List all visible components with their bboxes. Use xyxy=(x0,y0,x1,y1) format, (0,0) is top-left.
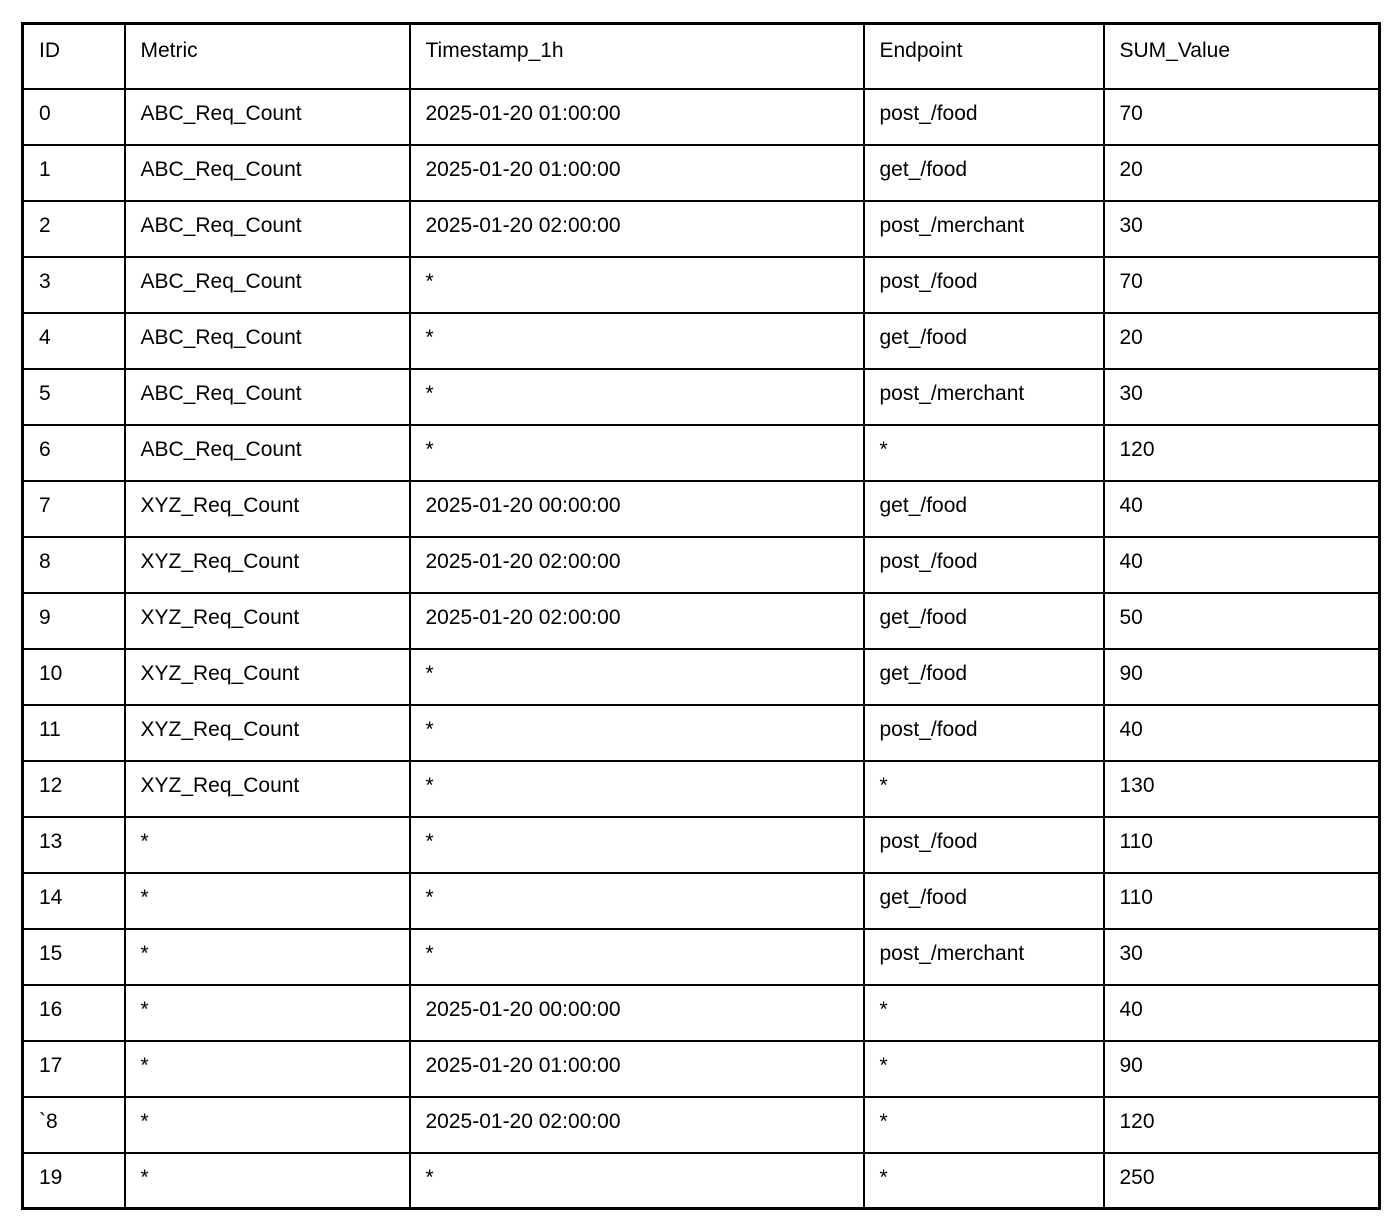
cell-metric: XYZ_Req_Count xyxy=(125,593,410,649)
table-row xyxy=(23,369,1380,425)
cell-metric: * xyxy=(125,929,410,985)
cell-metric: ABC_Req_Count xyxy=(125,201,410,257)
cell-endpoint: post_/food xyxy=(864,817,1104,873)
cell-endpoint: * xyxy=(864,1041,1104,1097)
table-container xyxy=(21,22,1381,1210)
cell-timestamp-1h: * xyxy=(410,313,864,369)
cell-endpoint: * xyxy=(864,1097,1104,1153)
cell-timestamp-1h: 2025-01-20 00:00:00 xyxy=(410,985,864,1041)
cell-timestamp-1h: * xyxy=(410,705,864,761)
table-row xyxy=(23,593,1380,649)
table-row xyxy=(23,705,1380,761)
cell-endpoint: post_/food xyxy=(864,89,1104,145)
cell-id: 19 xyxy=(23,1153,125,1209)
cell-timestamp-1h: 2025-01-20 02:00:00 xyxy=(410,593,864,649)
cell-id: 15 xyxy=(23,929,125,985)
table-row xyxy=(23,985,1380,1041)
cell-id: 2 xyxy=(23,201,125,257)
table-row xyxy=(23,425,1380,481)
table-row xyxy=(23,201,1380,257)
cell-id: 7 xyxy=(23,481,125,537)
cell-metric: * xyxy=(125,817,410,873)
cell-sum-value: 40 xyxy=(1104,985,1380,1041)
cell-id: 11 xyxy=(23,705,125,761)
table-row xyxy=(23,313,1380,369)
table-row xyxy=(23,649,1380,705)
cell-metric: ABC_Req_Count xyxy=(125,369,410,425)
table-row xyxy=(23,873,1380,929)
cell-metric: * xyxy=(125,1041,410,1097)
cell-sum-value: 120 xyxy=(1104,425,1380,481)
cell-endpoint: post_/merchant xyxy=(864,929,1104,985)
cell-metric: XYZ_Req_Count xyxy=(125,761,410,817)
cell-endpoint: post_/merchant xyxy=(864,369,1104,425)
cell-endpoint: get_/food xyxy=(864,481,1104,537)
cell-id: 14 xyxy=(23,873,125,929)
cell-metric: XYZ_Req_Count xyxy=(125,649,410,705)
cell-id: 6 xyxy=(23,425,125,481)
cell-sum-value: 110 xyxy=(1104,873,1380,929)
cell-sum-value: 130 xyxy=(1104,761,1380,817)
table-row xyxy=(23,1097,1380,1153)
cell-metric: ABC_Req_Count xyxy=(125,425,410,481)
cell-sum-value: 90 xyxy=(1104,1041,1380,1097)
cell-endpoint: get_/food xyxy=(864,593,1104,649)
table-row xyxy=(23,145,1380,201)
cell-metric: ABC_Req_Count xyxy=(125,257,410,313)
cell-timestamp-1h: * xyxy=(410,873,864,929)
table-row xyxy=(23,537,1380,593)
cell-id: 8 xyxy=(23,537,125,593)
cell-id: 16 xyxy=(23,985,125,1041)
cell-metric: ABC_Req_Count xyxy=(125,313,410,369)
cell-id: `8 xyxy=(23,1097,125,1153)
cell-timestamp-1h: * xyxy=(410,257,864,313)
column-header-timestamp-1h: Timestamp_1h xyxy=(410,24,864,89)
cell-id: 13 xyxy=(23,817,125,873)
cell-timestamp-1h: 2025-01-20 00:00:00 xyxy=(410,481,864,537)
cell-sum-value: 20 xyxy=(1104,313,1380,369)
cell-sum-value: 70 xyxy=(1104,257,1380,313)
cell-sum-value: 90 xyxy=(1104,649,1380,705)
table-body xyxy=(23,89,1380,1209)
cell-timestamp-1h: 2025-01-20 01:00:00 xyxy=(410,89,864,145)
cell-timestamp-1h: * xyxy=(410,929,864,985)
cell-endpoint: * xyxy=(864,1153,1104,1209)
cell-id: 1 xyxy=(23,145,125,201)
cell-metric: XYZ_Req_Count xyxy=(125,705,410,761)
cell-metric: * xyxy=(125,1097,410,1153)
cell-endpoint: post_/food xyxy=(864,257,1104,313)
cell-metric: * xyxy=(125,873,410,929)
cell-metric: ABC_Req_Count xyxy=(125,89,410,145)
cell-timestamp-1h: 2025-01-20 02:00:00 xyxy=(410,537,864,593)
cell-sum-value: 250 xyxy=(1104,1153,1380,1209)
cell-timestamp-1h: 2025-01-20 02:00:00 xyxy=(410,1097,864,1153)
cell-metric: ABC_Req_Count xyxy=(125,145,410,201)
cell-metric: * xyxy=(125,985,410,1041)
table-row xyxy=(23,89,1380,145)
table-header xyxy=(23,24,1380,89)
cell-sum-value: 20 xyxy=(1104,145,1380,201)
cell-endpoint: * xyxy=(864,425,1104,481)
cell-timestamp-1h: 2025-01-20 01:00:00 xyxy=(410,1041,864,1097)
cell-timestamp-1h: * xyxy=(410,817,864,873)
table-row xyxy=(23,761,1380,817)
cell-endpoint: * xyxy=(864,985,1104,1041)
cell-id: 3 xyxy=(23,257,125,313)
cell-endpoint: get_/food xyxy=(864,873,1104,929)
cell-sum-value: 40 xyxy=(1104,537,1380,593)
column-header-id: ID xyxy=(23,24,125,89)
cell-sum-value: 40 xyxy=(1104,481,1380,537)
cell-id: 17 xyxy=(23,1041,125,1097)
column-header-metric: Metric xyxy=(125,24,410,89)
header-row xyxy=(23,24,1380,89)
column-header-sum-value: SUM_Value xyxy=(1104,24,1380,89)
cell-sum-value: 30 xyxy=(1104,929,1380,985)
cell-id: 10 xyxy=(23,649,125,705)
table-row xyxy=(23,257,1380,313)
cell-endpoint: * xyxy=(864,761,1104,817)
cell-timestamp-1h: * xyxy=(410,1153,864,1209)
table-row xyxy=(23,1153,1380,1209)
cell-timestamp-1h: * xyxy=(410,369,864,425)
cell-id: 4 xyxy=(23,313,125,369)
cell-sum-value: 40 xyxy=(1104,705,1380,761)
table-row xyxy=(23,481,1380,537)
cell-id: 12 xyxy=(23,761,125,817)
cell-sum-value: 70 xyxy=(1104,89,1380,145)
table-row xyxy=(23,1041,1380,1097)
cell-sum-value: 30 xyxy=(1104,201,1380,257)
cell-timestamp-1h: * xyxy=(410,425,864,481)
metrics-aggregation-table xyxy=(21,22,1381,1210)
cell-endpoint: post_/food xyxy=(864,705,1104,761)
cell-endpoint: post_/merchant xyxy=(864,201,1104,257)
column-header-endpoint: Endpoint xyxy=(864,24,1104,89)
cell-endpoint: get_/food xyxy=(864,313,1104,369)
cell-sum-value: 110 xyxy=(1104,817,1380,873)
cell-id: 5 xyxy=(23,369,125,425)
cell-endpoint: post_/food xyxy=(864,537,1104,593)
cell-sum-value: 50 xyxy=(1104,593,1380,649)
table-row xyxy=(23,817,1380,873)
cell-timestamp-1h: 2025-01-20 01:00:00 xyxy=(410,145,864,201)
cell-timestamp-1h: * xyxy=(410,649,864,705)
cell-endpoint: get_/food xyxy=(864,649,1104,705)
cell-sum-value: 120 xyxy=(1104,1097,1380,1153)
cell-metric: XYZ_Req_Count xyxy=(125,537,410,593)
cell-sum-value: 30 xyxy=(1104,369,1380,425)
cell-id: 0 xyxy=(23,89,125,145)
cell-timestamp-1h: 2025-01-20 02:00:00 xyxy=(410,201,864,257)
cell-timestamp-1h: * xyxy=(410,761,864,817)
cell-metric: * xyxy=(125,1153,410,1209)
cell-id: 9 xyxy=(23,593,125,649)
cell-endpoint: get_/food xyxy=(864,145,1104,201)
table-row xyxy=(23,929,1380,985)
cell-metric: XYZ_Req_Count xyxy=(125,481,410,537)
